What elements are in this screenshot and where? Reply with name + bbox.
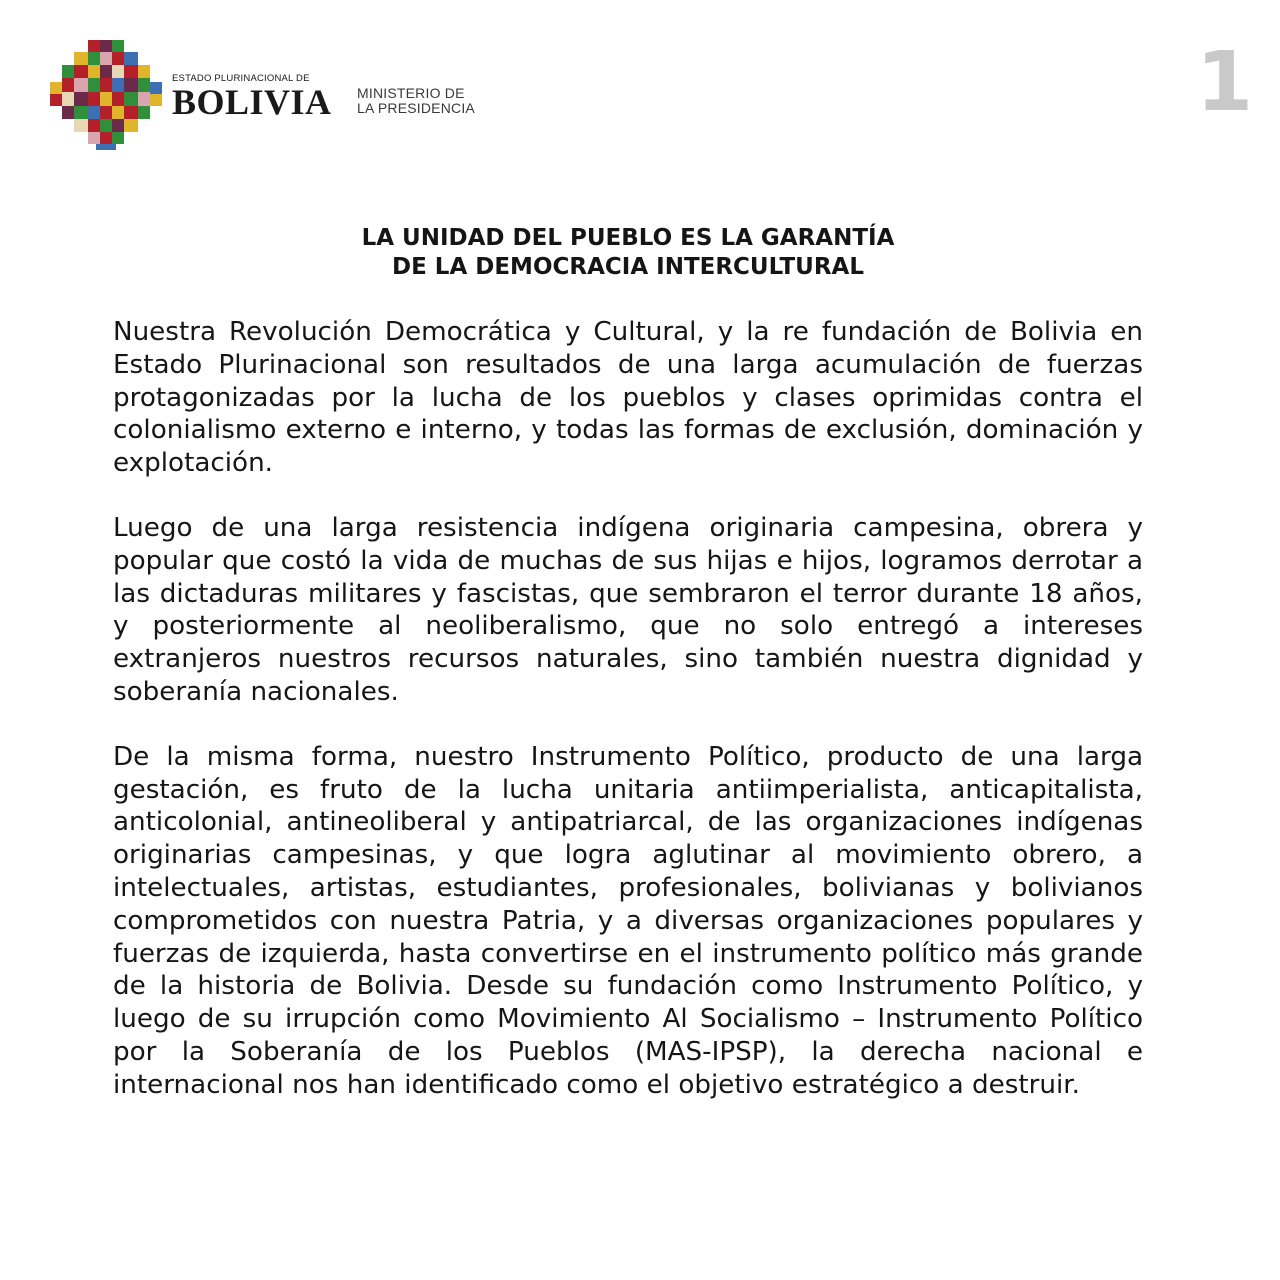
ministry-line-1: MINISTERIO DE bbox=[357, 85, 465, 101]
document-body bbox=[113, 316, 1143, 1134]
logo-top-text: ESTADO PLURINACIONAL DE bbox=[172, 73, 310, 84]
ministry-line-2: LA PRESIDENCIA bbox=[357, 100, 475, 116]
paragraph-1: Nuestra Revolución Democrática y Cultural, y la re fundación de Bolivia en Estado Plurinacional son resultados de una larga acumulación de fuerzas protagonizadas por la lucha de los pueblos y clases oprimidas contra el colonialismo externo e interno, y todas las formas de exclusión, dominación y explotación. bbox=[113, 317, 1143, 479]
title-line-1: LA UNIDAD DEL PUEBLO ES LA GARANTÍA bbox=[361, 225, 895, 251]
ministry-label bbox=[357, 86, 475, 116]
bolivia-wordmark bbox=[172, 73, 332, 122]
page-header bbox=[0, 0, 1280, 170]
title-line-2: DE LA DEMOCRACIA INTERCULTURAL bbox=[391, 254, 864, 280]
bolivia-emblem-icon bbox=[50, 40, 162, 150]
logo-main-text: BOLIVIA bbox=[172, 82, 332, 122]
paragraph-2: Luego de una larga resistencia indígena originaria campesina, obrera y popular que costó la vida de muchas de sus hijas e hijos, logramos derrotar a las dictaduras militares y fascistas, que sembraron el terror durante 18 años, y posteriormente al neoliberalismo, que no solo entregó a intereses extranjeros nuestros recursos naturales, sino también nuestra dignidad y soberanía nacionales. bbox=[113, 512, 1143, 707]
document-title bbox=[0, 224, 1256, 282]
paragraph-3: De la misma forma, nuestro Instrumento Político, producto de una larga gestación, es fruto de la lucha unitaria antiimperialista, anticapitalista, anticolonial, antineoliberal y antipatriarcal, de las organizaciones indígenas originarias campesinas, y que logra aglutinar al movimiento obrero, a intelectuales, artistas, estudiantes, profesionales, bolivianas y bolivianos comprometidos con nuestra Patria, y a diversas organizaciones populares y fuerzas de izquierda, hasta convertirse en el instrumento político más grande de la historia de Bolivia. Desde su fundación como Instrumento Político, y luego de su irrupción como Movimiento Al Socialismo – Instrumento Político por la Soberanía de los Pueblos (MAS-IPSP), la derecha nacional e internacional nos han identificado como el objetivo estratégico a destruir. bbox=[113, 741, 1143, 1100]
page-number: 1 bbox=[1196, 35, 1254, 130]
